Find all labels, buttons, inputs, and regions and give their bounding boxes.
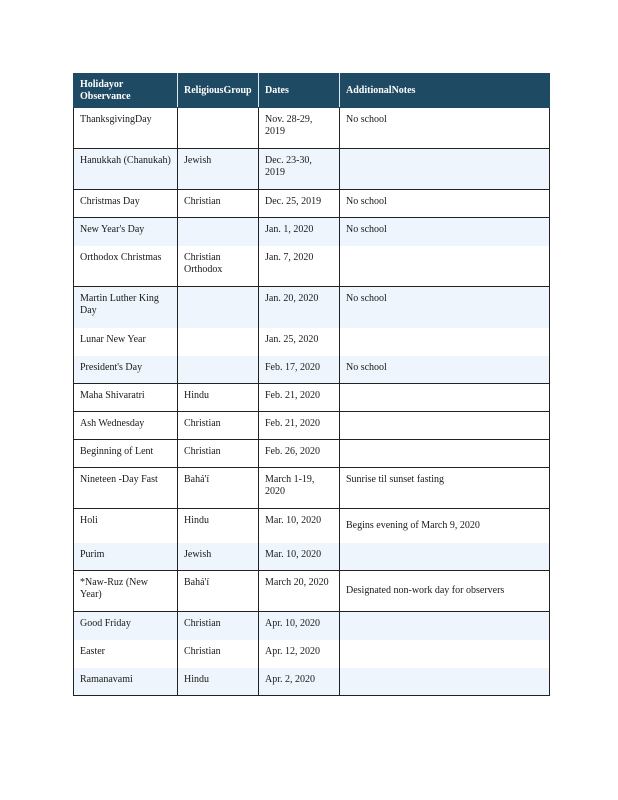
header-dates: Dates [259, 74, 340, 108]
group-cell [178, 108, 259, 149]
group-cell: Bahá'í [178, 571, 259, 612]
table-row [74, 384, 550, 412]
notes-cell [340, 384, 550, 412]
table-header-row [74, 74, 550, 108]
table-row [74, 440, 550, 468]
observance-cell: Christmas Day [74, 190, 178, 218]
observance-cell: Ramanavami [74, 668, 178, 696]
group-cell [178, 287, 259, 328]
group-cell: Hindu [178, 509, 259, 543]
holiday-table [73, 73, 550, 696]
observance-cell: Lunar New Year [74, 328, 178, 356]
group-cell: Christian [178, 640, 259, 668]
table-row [74, 468, 550, 509]
table-row [74, 640, 550, 668]
notes-cell [340, 640, 550, 668]
table-row [74, 571, 550, 612]
observance-cell: Ash Wednesday [74, 412, 178, 440]
notes-cell [340, 668, 550, 696]
dates-cell: Mar. 10, 2020 [259, 509, 340, 543]
group-cell: Jewish [178, 149, 259, 190]
table-row [74, 328, 550, 356]
notes-cell [340, 328, 550, 356]
group-cell: Hindu [178, 384, 259, 412]
observance-cell: Martin Luther King Day [74, 287, 178, 328]
observance-cell: President's Day [74, 356, 178, 384]
observance-cell: Purim [74, 543, 178, 571]
header-additional-notes: AdditionalNotes [340, 74, 550, 108]
observance-cell: Good Friday [74, 612, 178, 640]
notes-cell [340, 612, 550, 640]
group-cell: Christian [178, 190, 259, 218]
observance-cell: Holi [74, 509, 178, 543]
header-religious-group: ReligiousGroup [178, 74, 259, 108]
group-cell: Hindu [178, 668, 259, 696]
dates-cell: March 1-19, 2020 [259, 468, 340, 509]
dates-cell: March 20, 2020 [259, 571, 340, 612]
dates-cell: Apr. 12, 2020 [259, 640, 340, 668]
dates-cell: Mar. 10, 2020 [259, 543, 340, 571]
table-row [74, 668, 550, 696]
dates-cell: Apr. 10, 2020 [259, 612, 340, 640]
notes-cell [340, 149, 550, 190]
group-cell: Christian Orthodox [178, 246, 259, 287]
dates-cell: Feb. 21, 2020 [259, 412, 340, 440]
group-cell: Christian [178, 612, 259, 640]
notes-cell: No school [340, 218, 550, 246]
observance-cell: Orthodox Christmas [74, 246, 178, 287]
notes-cell [340, 412, 550, 440]
dates-cell: Feb. 21, 2020 [259, 384, 340, 412]
notes-cell: Sunrise til sunset fasting [340, 468, 550, 509]
notes-cell [340, 440, 550, 468]
dates-cell: Dec. 23-30, 2019 [259, 149, 340, 190]
table-row [74, 356, 550, 384]
dates-cell: Feb. 17, 2020 [259, 356, 340, 384]
observance-cell: Maha Shivaratri [74, 384, 178, 412]
notes-cell [340, 543, 550, 571]
dates-cell: Jan. 20, 2020 [259, 287, 340, 328]
observance-cell: Nineteen -Day Fast [74, 468, 178, 509]
notes-cell: Designated non-work day for observers [340, 571, 550, 612]
table-row [74, 412, 550, 440]
dates-cell: Feb. 26, 2020 [259, 440, 340, 468]
group-cell: Christian [178, 412, 259, 440]
group-cell: Bahá'í [178, 468, 259, 509]
table-row [74, 287, 550, 328]
group-cell: Christian [178, 440, 259, 468]
table-row [74, 246, 550, 287]
group-cell [178, 328, 259, 356]
table-row [74, 190, 550, 218]
table-row [74, 612, 550, 640]
table-row [74, 218, 550, 246]
dates-cell: Dec. 25, 2019 [259, 190, 340, 218]
table-row [74, 509, 550, 543]
notes-cell: No school [340, 356, 550, 384]
dates-cell: Apr. 2, 2020 [259, 668, 340, 696]
table-row [74, 108, 550, 149]
observance-cell: Hanukkah (Chanukah) [74, 149, 178, 190]
header-observance: Holidayor Observance [74, 74, 178, 108]
notes-cell: Begins evening of March 9, 2020 [340, 509, 550, 543]
table-row [74, 543, 550, 571]
table-row [74, 149, 550, 190]
group-cell: Jewish [178, 543, 259, 571]
dates-cell: Jan. 1, 2020 [259, 218, 340, 246]
observance-cell: *Naw-Ruz (New Year) [74, 571, 178, 612]
group-cell [178, 356, 259, 384]
observance-cell: New Year's Day [74, 218, 178, 246]
observance-cell: ThanksgivingDay [74, 108, 178, 149]
dates-cell: Jan. 25, 2020 [259, 328, 340, 356]
observance-cell: Easter [74, 640, 178, 668]
dates-cell: Nov. 28-29, 2019 [259, 108, 340, 149]
notes-cell [340, 246, 550, 287]
observance-cell: Beginning of Lent [74, 440, 178, 468]
dates-cell: Jan. 7, 2020 [259, 246, 340, 287]
group-cell [178, 218, 259, 246]
notes-cell: No school [340, 287, 550, 328]
notes-cell: No school [340, 190, 550, 218]
notes-cell: No school [340, 108, 550, 149]
